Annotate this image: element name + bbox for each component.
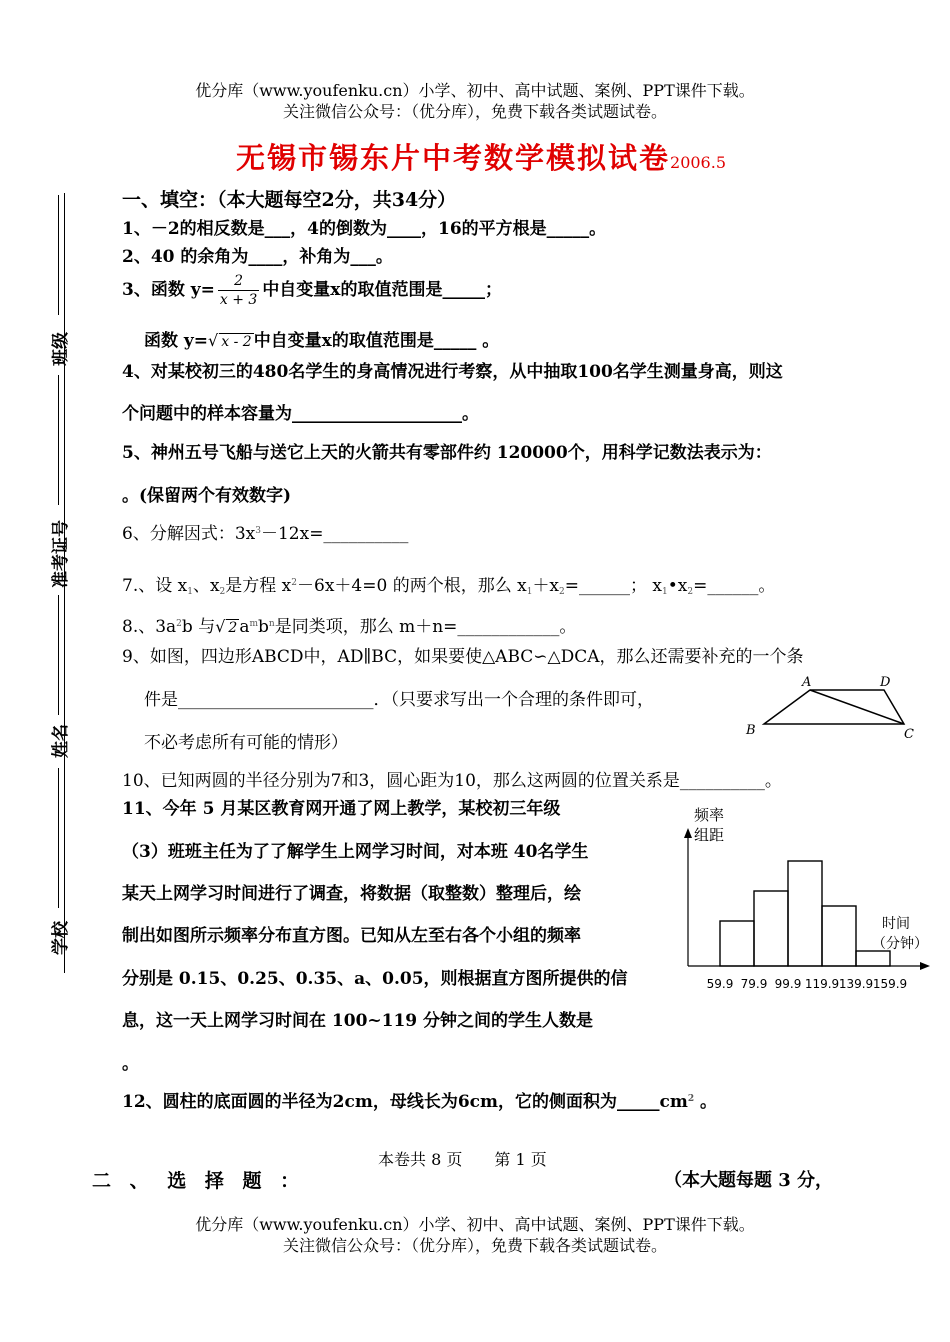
question-4-line-2: 个问题中的样本容量为____________________。 [122,404,479,424]
class-blank-line [58,195,59,315]
title-main: 无锡市锡东片中考数学模拟试卷 [236,141,671,175]
question-3a: 3、函数 y= $\frac{2}{x + 3}$ 中自变量x的取值范围是_____； [122,273,502,308]
question-12: 12、圆柱的底面圆的半径为2cm，母线长为6cm，它的侧面积为$\_\_\_\_\_cm^2$ 。 [122,1092,718,1112]
histogram-bar-2 [754,891,788,966]
x-tick-label: 99.9 [774,977,802,991]
y-axis-label-line-2: 组距 [694,826,725,844]
bottom-line-2: 关注微信公众号：（优分库），免费下载各类试题试卷。 [282,1236,667,1255]
side-label-exam-no: 准考证号 [51,520,71,588]
histogram-bar-4 [822,906,856,966]
x-tick-label: 159.9 [872,977,908,991]
x-tick-label: 79.9 [740,977,768,991]
x-tick-label: 139.9 [838,977,874,991]
diagonal-ac [810,690,904,724]
question-7: 7.、设 $x_1$、$x_2$是方程 $x^2-6x+4=0$ 的两个根，那么 $x_1+x_2=\_\_\_\_\_\_$； $x_1•x_2=\_\_\_\_\_\_$。 [122,576,776,597]
question-9-line-2: 件是_______________________．（只要求写出一个合理的条件即可， [144,690,654,710]
question-1: 1、－2的相反数是___，4的倒数为____，16的平方根是_____。 [122,219,607,239]
question-9-line-3: 不必考虑所有可能的情形） [144,733,348,753]
label-d: D [880,675,891,690]
question-4-line-1: 4、对某校初三的480名学生的身高情况进行考察，从中抽取100名学生测量身高，则这 [122,362,783,382]
trapezoid-figure [738,672,918,744]
sqrt-sign: √ [208,331,219,350]
question-10: 10、已知两圆的半径分别为7和3，圆心距为10，那么这两圆的位置关系是__________。 [122,771,782,791]
histogram-bar-3 [788,861,822,966]
header-line-2: 关注微信公众号：（优分库），免费下载各类试题试卷。 [282,102,667,121]
page-title [236,136,726,177]
x-axis-arrow [920,962,930,970]
y-axis-label-line-1: 频率 [694,806,725,824]
x-tick-label: 119.9 [804,977,840,991]
side-label-name: 姓名 [51,724,71,758]
question-11-line-7: 。 [122,1054,139,1074]
side-label-school: 学校 [51,921,71,955]
section-2-scoring: （本大题每题 3 分， [664,1170,834,1191]
trapezoid-abcd [764,690,904,724]
question-8: 8.、$3a^2b$ 与√ 2 $a^mb^n$是同类项，那么 m＋n=____________。 [122,617,577,637]
section-1-heading: 一、填空：（本大题每空2分，共34分） [122,189,457,211]
frequency-histogram [676,800,938,996]
x-axis-label-line-1: 时间 [882,916,910,932]
school-blank-line [58,768,59,908]
question-11-line-1: 11、今年 5 月某区教育网开通了网上教学，某校初三年级 [122,799,561,819]
title-date: 2006.5 [670,153,726,172]
question-5-line-2: 。(保留两个有效数字) [122,486,292,506]
label-c: C [904,727,914,742]
bottom-line-1: 优分库（www.youfenku.cn）小学、初中、高中试题、案例、PPT课件下载。 [195,1215,755,1234]
question-5-line-1: 5、神州五号飞船与送它上天的火箭共有零部件约 120000个，用科学记数法表示为： [122,443,772,463]
exam-no-blank-line [58,375,59,505]
question-11-line-5: 分别是 0.15、0.25、0.35、a、0.05，则根据直方图所提供的信 [122,969,628,989]
header-line-1: 优分库（www.youfenku.cn）小学、初中、高中试题、案例、PPT课件下载。 [195,81,755,100]
label-b: B [746,723,756,738]
histogram-bar-5 [856,951,890,966]
label-a: A [802,675,812,690]
question-11-line-6: 息，这一天上网学习时间在 100~119 分钟之间的学生人数是 [122,1011,594,1031]
y-axis-arrow [684,828,692,838]
question-11-line-4: 制出如图所示频率分布直方图。已知从左至右各个小组的频率 [122,926,581,946]
side-label-class: 班级 [51,332,71,366]
question-3b: 函数 y=√ x - 2 中自变量x的取值范围是_____ 。 [144,331,500,351]
question-6: 6、分解因式：$3x^3-12x=\_\_\_\_\_\_\_\_\_\_$ [122,524,409,544]
histogram-bar-1 [720,921,754,966]
name-blank-line [58,595,59,715]
question-11-line-3: 某天上网学习时间进行了调查，将数据（取整数）整理后，绘 [122,884,581,904]
question-11-line-2: （3）班班主任为了了解学生上网学习时间，对本班 40名学生 [122,842,589,862]
fraction: $\frac{2}{x + 3}$ [219,273,258,308]
x-axis-label-line-2: （分钟） [872,936,928,952]
x-tick-label: 59.9 [706,977,734,991]
page-footer: 本卷共 8 页 第 1 页 [378,1150,547,1169]
question-9-line-1: 9、如图，四边形ABCD中，AD∥BC，如果要使△ABC∽△DCA，那么还需要补充的一个条 [122,647,804,667]
question-2: 2、40 的余角为____，补角为___。 [122,247,393,267]
section-2-heading: 二 、 选 择 题 ： [92,1170,306,1192]
